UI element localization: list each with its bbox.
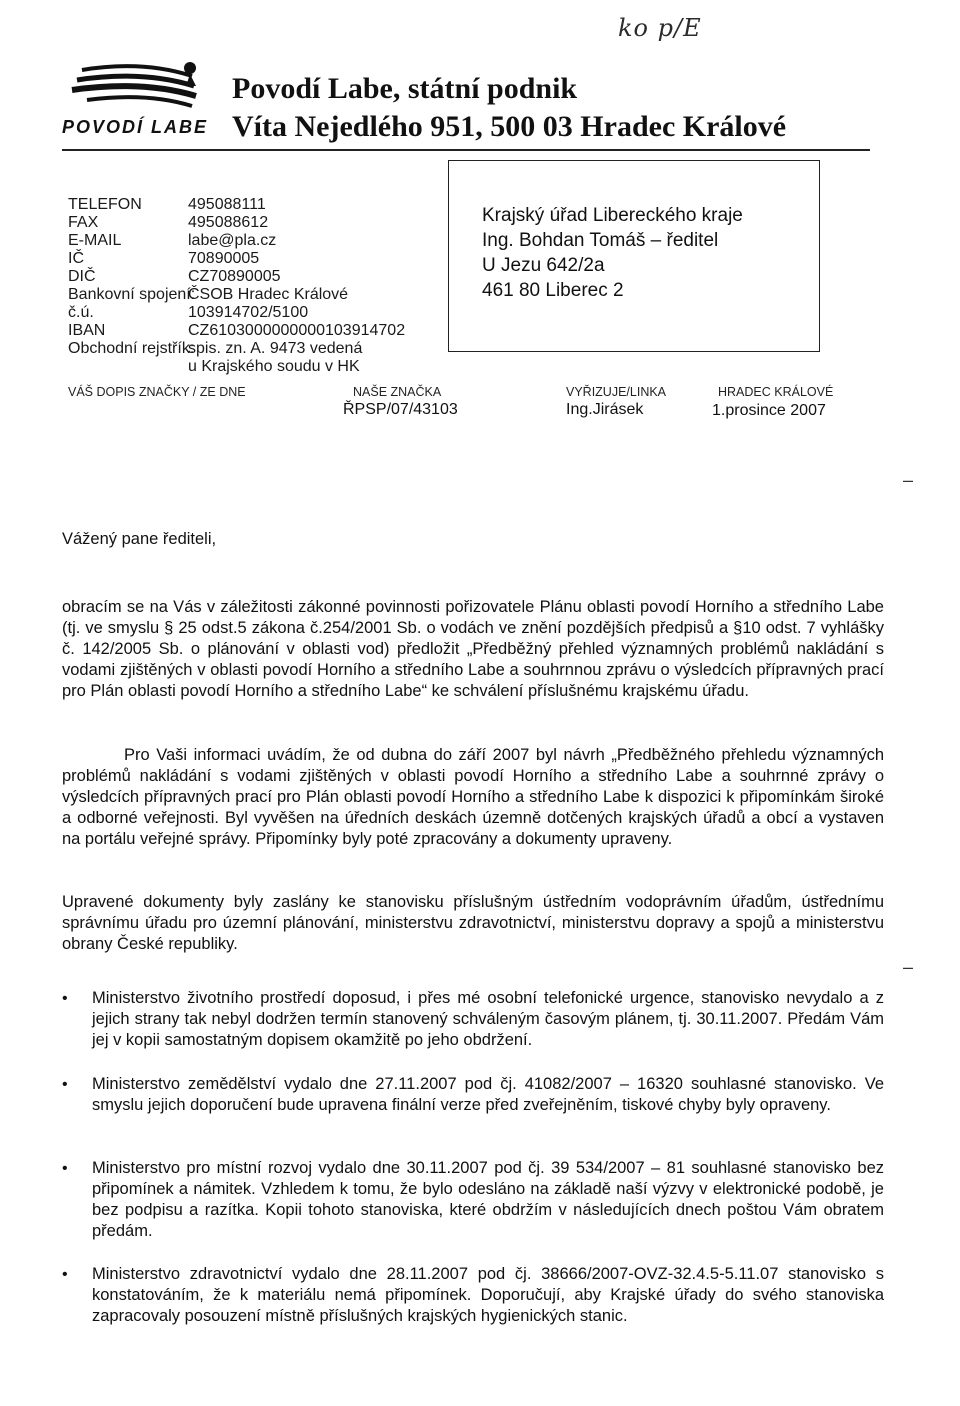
recipient-line: Krajský úřad Libereckého kraje xyxy=(482,205,743,226)
recipient-address xyxy=(482,203,743,303)
letter-date: 1.prosince 2007 xyxy=(712,402,826,419)
place-label: HRADEC KRÁLOVÉ xyxy=(718,385,834,399)
our-ref-label: NAŠE ZNAČKA xyxy=(353,385,442,399)
bullet-icon: • xyxy=(62,990,68,1007)
contact-label: DIČ xyxy=(68,268,96,285)
handwritten-annotation: ko p/E xyxy=(618,14,702,42)
contact-row xyxy=(68,268,448,286)
contact-value: spis. zn. A. 9473 vedená xyxy=(188,340,363,357)
list-item-text: Ministerstvo životního prostředí doposud, i přes mé osobní telefonické urgence, stanovisko nevydalo a z jejich strany tak nebyl dodržen termín stanovený schváleným časovým plánem, tj. 30.11.2007. Předám Vám jej v kopii samostatným dopisem okamžitě po jeho obdržení. xyxy=(92,989,884,1049)
contact-row xyxy=(68,322,448,340)
recipient-line: 461 80 Liberec 2 xyxy=(482,280,624,301)
paragraph: Pro Vaši informaci uvádím, že od dubna do září 2007 byl návrh „Předběžného přehledu významných problémů nakládání s vodami zjištěných v oblasti povodí Horního a středního Labe a souhrnné zprávy o výsledcích přípravných prací pro Plán oblasti povodí Horního a středního Labe k dispozici k připomínkám široké a odborné veřejnosti. Byl vyvěšen na úředních deskách územně dotčených krajských úřadů a obcí a vystaven na portálu veřejné správy. Připomínky byly poté zpracovány a dokumenty upraveny. xyxy=(62,746,884,848)
contact-value: labe@pla.cz xyxy=(188,232,277,249)
contact-label: č.ú. xyxy=(68,304,94,321)
bullet-icon: • xyxy=(62,1160,68,1177)
contact-value: ČSOB Hradec Králové xyxy=(188,286,349,303)
organization-address: Víta Nejedlého 951, 500 03 Hradec Králové xyxy=(232,110,787,143)
list-item-text: Ministerstvo zemědělství vydalo dne 27.11.2007 pod čj. 41082/2007 – 16320 souhlasné stanovisko. Ve smyslu jejich doporučení bude upravena finální verze před zveřejněním, tiskové chyby byly opraveny. xyxy=(92,1075,884,1114)
contact-label: FAX xyxy=(68,214,99,231)
contact-label: IČ xyxy=(68,250,84,267)
contact-row xyxy=(68,304,448,322)
bullet-icon: • xyxy=(62,1266,68,1283)
organization-name: Povodí Labe, státní podnik xyxy=(232,72,578,105)
contact-row xyxy=(68,286,448,304)
margin-fold-mark: – xyxy=(903,470,914,490)
paragraph: obracím se na Vás v záležitosti zákonné povinnosti pořizovatele Plánu oblasti povodí Horního a středního Labe (tj. ve smyslu § 25 odst.5 zákona č.254/2001 Sb. o vodách ve znění pozdějších předpisů a §10 odst. 7 vyhlášky č. 142/2005 Sb. o plánování v oblasti vod) předložit „Předběžný přehled významných problémů nakládání s vodami zjištěných v oblasti povodí Horního a středního Labe a souhrnnou zprávu o výsledcích přípravných prací pro Plán oblasti povodí Horního a středního Labe“ ke schválení příslušnému krajskému úřadu. xyxy=(62,598,884,700)
margin-fold-mark: – xyxy=(903,957,914,977)
contact-value: 103914702/5100 xyxy=(188,304,309,321)
contact-value: 495088612 xyxy=(188,214,269,231)
contact-row xyxy=(68,250,448,268)
contact-row xyxy=(68,340,448,358)
contact-row xyxy=(68,196,448,214)
contact-label: E-MAIL xyxy=(68,232,122,249)
contact-label xyxy=(68,358,188,376)
contact-label: TELEFON xyxy=(68,196,142,213)
contact-label: IBAN xyxy=(68,322,106,339)
contact-info xyxy=(68,196,448,375)
wave-logo-icon xyxy=(62,58,212,118)
recipient-line: Ing. Bohdan Tomáš – ředitel xyxy=(482,230,719,251)
recipient-line: U Jezu 642/2a xyxy=(482,255,605,276)
contact-value: CZ6103000000000103914702 xyxy=(188,322,406,339)
handler-value: Ing.Jirásek xyxy=(566,401,644,418)
contact-row xyxy=(68,232,448,250)
paragraph: Upravené dokumenty byly zaslány ke stanovisku příslušným ústředním vodoprávním úřadům, ústřednímu správnímu úřadu pro územní plánování, ministerstvu zdravotnictví, ministerstvu dopravy a spojů a ministerstvu obrany České republiky. xyxy=(62,893,884,953)
contact-value: 495088111 xyxy=(188,196,266,213)
contact-row xyxy=(68,214,448,232)
contact-value: u Krajského soudu v HK xyxy=(188,358,360,375)
list-item-text: Ministerstvo pro místní rozvoj vydalo dne 30.11.2007 pod čj. 39 534/2007 – 81 souhlasné stanovisko bez připomínek a námitek. Vzhledem k tomu, že bylo odesláno na základě naší výzvy v elektronické podobě, je bez podpisu a razítka. Kopii tohoto stanoviska, které obdržím v následujících dnech poštou Vám obratem předám. xyxy=(92,1159,884,1240)
contact-value: 70890005 xyxy=(188,250,260,267)
contact-label: Obchodní rejstřík: xyxy=(68,340,195,357)
bullet-icon: • xyxy=(62,1076,68,1093)
logo-wordmark: POVODÍ LABE xyxy=(62,117,209,137)
handler-label: VYŘIZUJE/LINKA xyxy=(566,385,667,399)
header-divider xyxy=(62,149,870,151)
salutation: Vážený pane řediteli, xyxy=(62,530,217,548)
your-ref-label: VÁŠ DOPIS ZNAČKY / ZE DNE xyxy=(68,385,246,399)
contact-label: Bankovní spojení: xyxy=(68,286,196,303)
list-item-text: Ministerstvo zdravotnictví vydalo dne 28.11.2007 pod čj. 38666/2007-OVZ-32.4.5-5.11.07 stanovisko s konstatováním, že k materiálu nemá připomínek. Doporučují, aby Krajské úřady do svého stanoviska zapracovaly posouzení místně příslušných krajských hygienických stanic. xyxy=(92,1265,884,1325)
contact-row xyxy=(68,358,448,376)
contact-value: CZ70890005 xyxy=(188,268,281,285)
our-ref-value: ŘPSP/07/43103 xyxy=(343,401,458,418)
